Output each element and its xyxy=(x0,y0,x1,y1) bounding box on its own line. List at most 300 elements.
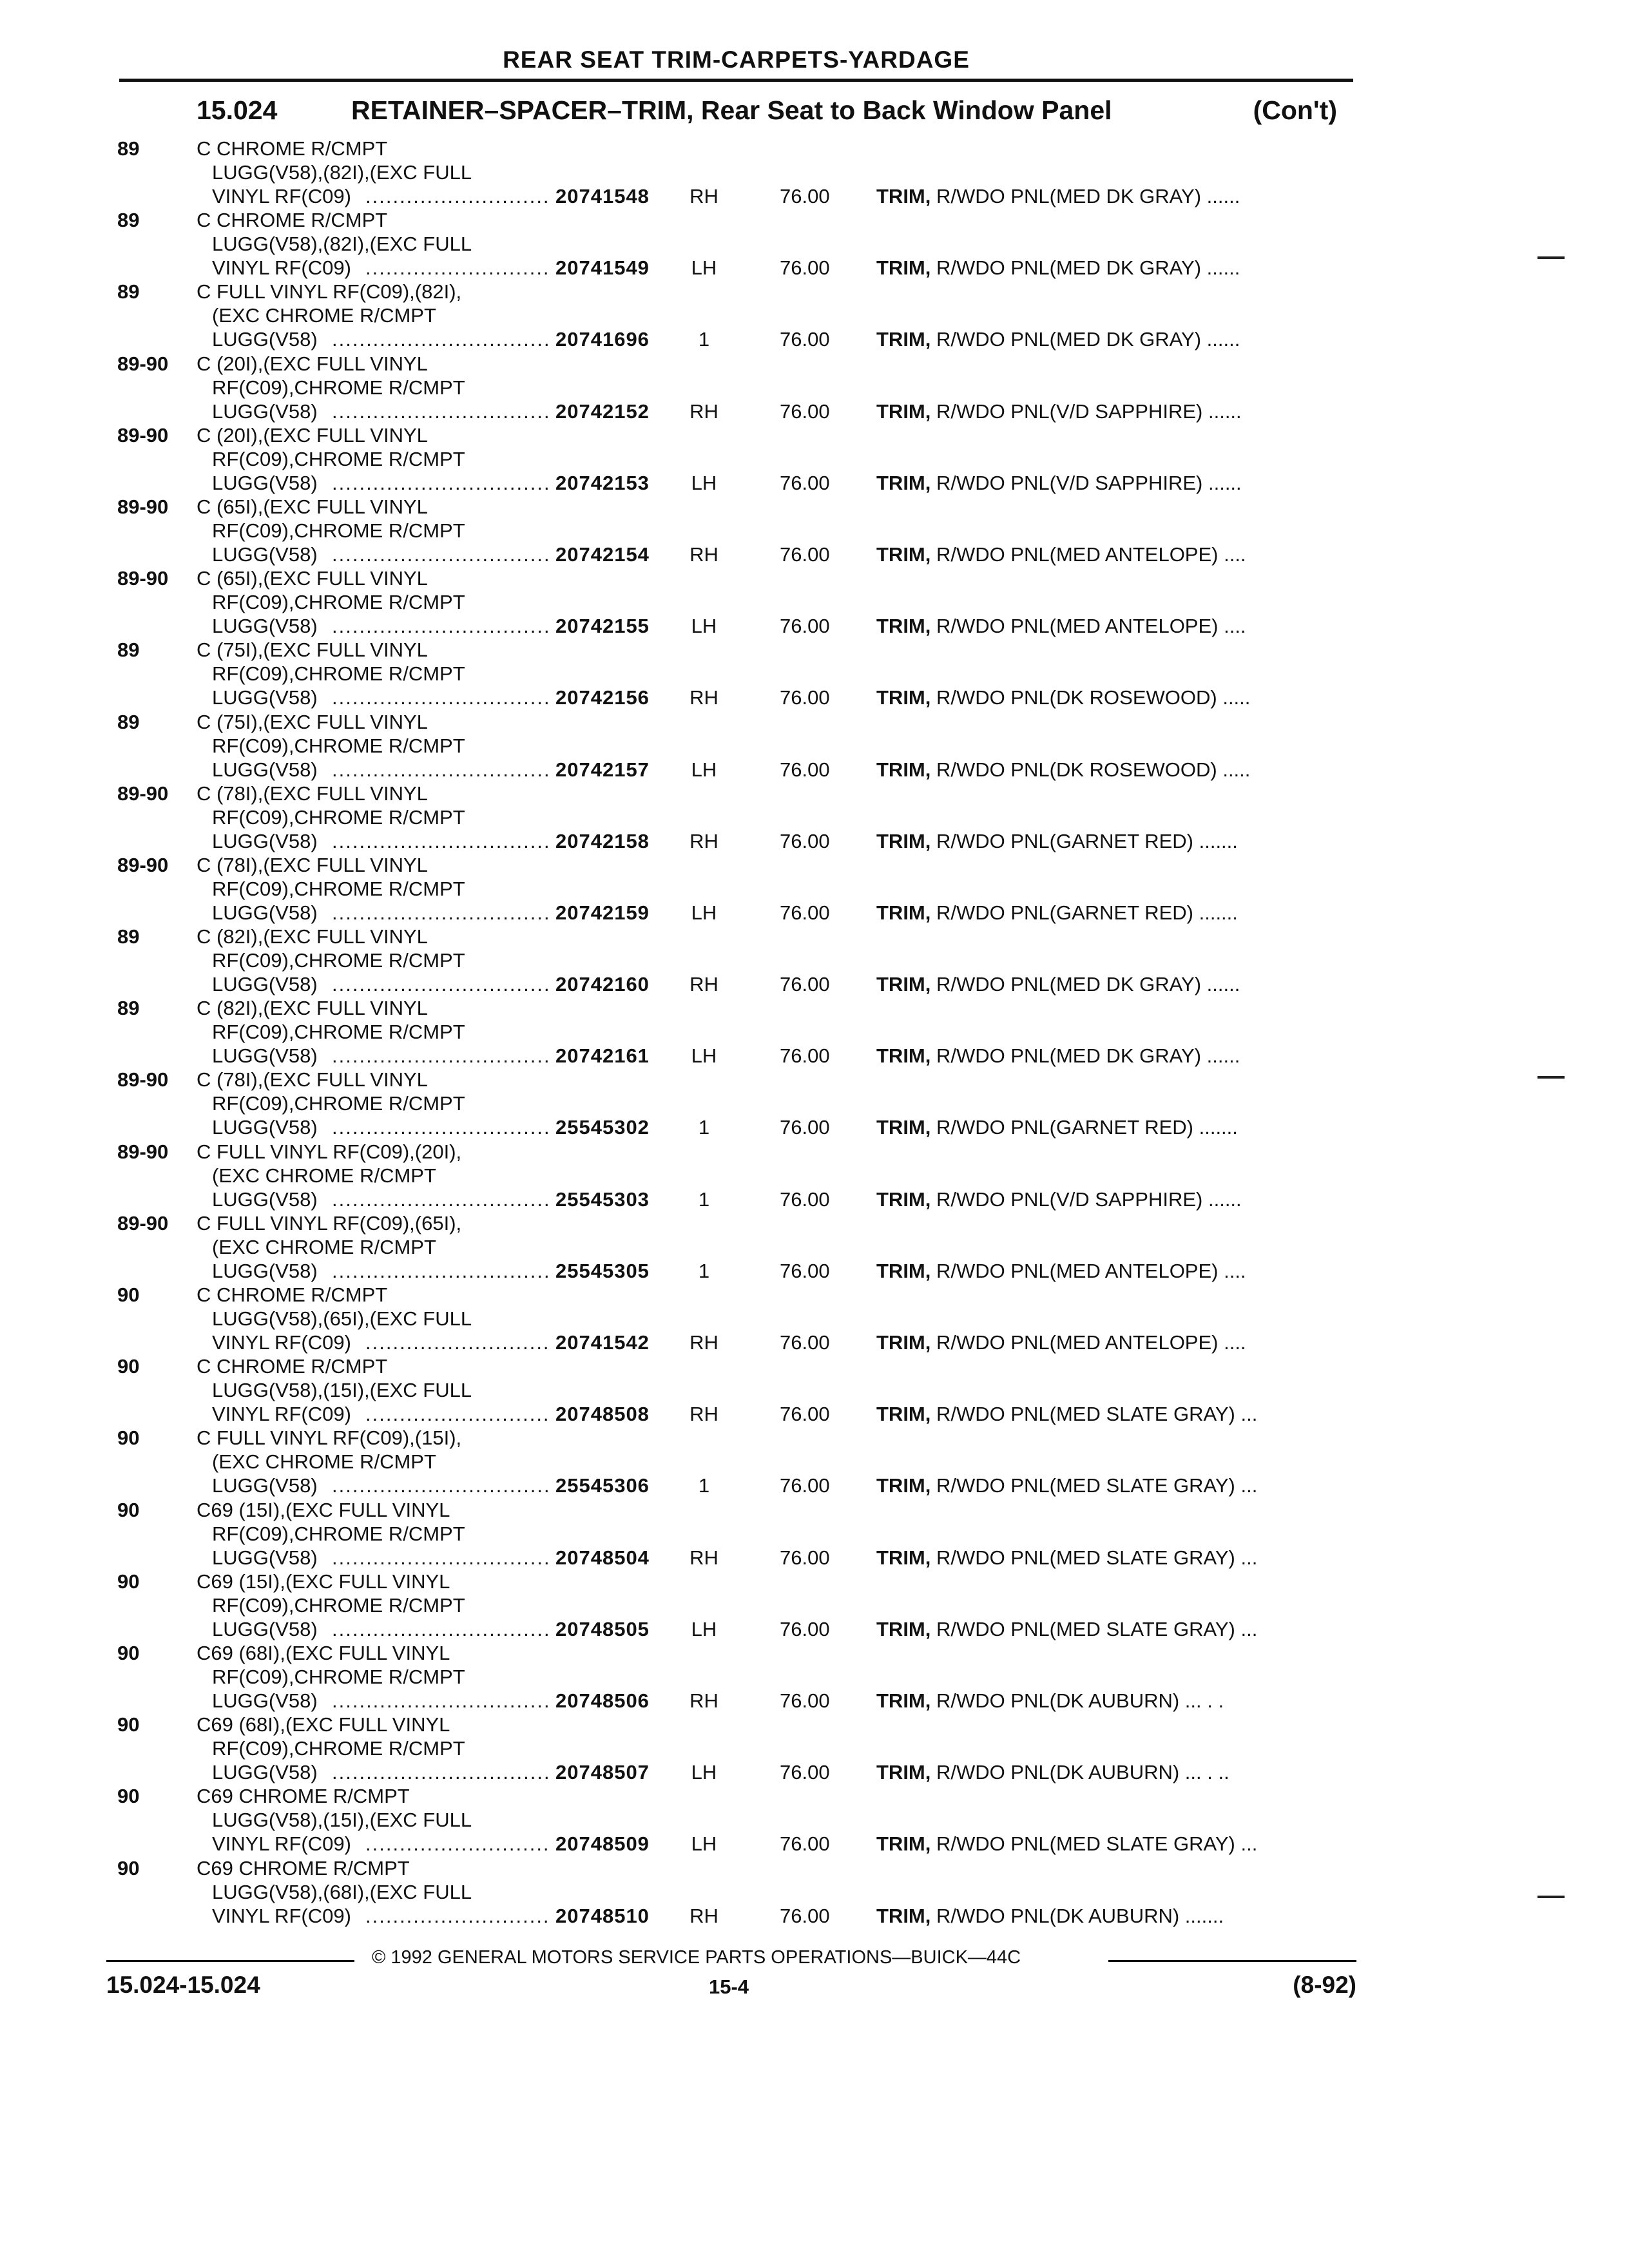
list-item xyxy=(0,1641,1629,1713)
description-line-1: C FULL VINYL RF(C09),(20I), xyxy=(197,1140,462,1163)
quantity-side: 1 xyxy=(698,1187,710,1211)
price: 76.00 xyxy=(780,1546,830,1569)
list-item xyxy=(0,280,1629,351)
model-year: 89 xyxy=(117,997,140,1020)
list-item xyxy=(0,1068,1629,1139)
list-item xyxy=(0,208,1629,280)
price: 76.00 xyxy=(780,1904,830,1927)
part-name xyxy=(876,184,1240,208)
description-line-2: (EXC CHROME R/CMPT xyxy=(212,1164,436,1187)
model-year: 90 xyxy=(117,1570,140,1593)
price: 76.00 xyxy=(780,471,830,494)
description-line-2: RF(C09),CHROME R/CMPT xyxy=(212,519,465,542)
part-name-prefix: TRIM, xyxy=(876,686,931,709)
part-number: 20741542 xyxy=(555,1331,650,1354)
model-year: 89-90 xyxy=(117,1140,169,1163)
list-item xyxy=(0,853,1629,925)
description-line-2: RF(C09),CHROME R/CMPT xyxy=(212,1021,465,1044)
quantity-side: 1 xyxy=(698,1259,710,1282)
margin-mark xyxy=(1537,1896,1565,1898)
part-name-prefix: TRIM, xyxy=(876,471,931,494)
description-line-3: VINYL RF(C09) xyxy=(212,256,351,280)
quantity-side: LH xyxy=(691,256,717,280)
description-line-1: C69 CHROME R/CMPT xyxy=(197,1856,410,1879)
description-line-1: C (75I),(EXC FULL VINYL xyxy=(197,639,428,662)
model-year: 90 xyxy=(117,1283,140,1306)
quantity-side: 1 xyxy=(698,328,710,351)
part-name xyxy=(876,614,1246,638)
price: 76.00 xyxy=(780,399,830,423)
part-number: 20748504 xyxy=(555,1546,650,1569)
description-line-1: C (78I),(EXC FULL VINYL xyxy=(197,853,428,876)
part-name-detail: R/WDO PNL(MED SLATE GRAY) ... xyxy=(930,1546,1258,1569)
part-name-detail: R/WDO PNL(GARNET RED) ....... xyxy=(930,829,1238,852)
description-line-1: C (65I),(EXC FULL VINYL xyxy=(197,567,428,590)
leader-dots: ................................ xyxy=(332,1187,551,1211)
part-name xyxy=(876,1187,1242,1211)
part-name-detail: R/WDO PNL(GARNET RED) ....... xyxy=(930,1116,1238,1139)
description-line-3: LUGG(V58) xyxy=(212,471,318,494)
parts-list xyxy=(0,137,1629,1928)
price: 76.00 xyxy=(780,973,830,996)
quantity-side: RH xyxy=(689,399,718,423)
description-line-1: C69 CHROME R/CMPT xyxy=(197,1785,410,1808)
description-line-2: RF(C09),CHROME R/CMPT xyxy=(212,877,465,900)
leader-dots: ................................ xyxy=(332,399,551,423)
part-name-prefix: TRIM, xyxy=(876,1761,931,1784)
description-line-3: VINYL RF(C09) xyxy=(212,1832,351,1856)
description-line-2: LUGG(V58),(68I),(EXC FULL xyxy=(212,1880,472,1903)
part-name-prefix: TRIM, xyxy=(876,1259,931,1282)
list-item xyxy=(0,1784,1629,1856)
price: 76.00 xyxy=(780,1044,830,1068)
description-line-3: LUGG(V58) xyxy=(212,1689,318,1712)
part-name xyxy=(876,256,1240,280)
quantity-side: LH xyxy=(691,1832,717,1856)
description-line-1: C CHROME R/CMPT xyxy=(197,209,388,232)
quantity-side: LH xyxy=(691,1761,717,1784)
part-name-prefix: TRIM, xyxy=(876,1689,931,1712)
part-name-detail: R/WDO PNL(MED DK GRAY) ...... xyxy=(930,1044,1240,1068)
description-line-1: C69 (15I),(EXC FULL VINYL xyxy=(197,1498,450,1521)
price: 76.00 xyxy=(780,1116,830,1139)
part-name xyxy=(876,327,1240,351)
list-item xyxy=(0,1140,1629,1211)
part-name xyxy=(876,1402,1257,1426)
model-year: 90 xyxy=(117,1641,140,1664)
description-line-3: LUGG(V58) xyxy=(212,1187,318,1211)
part-number: 20748505 xyxy=(555,1617,650,1640)
part-name xyxy=(876,1617,1257,1641)
description-line-3: VINYL RF(C09) xyxy=(212,185,351,207)
part-name-detail: R/WDO PNL(DK ROSEWOOD) ..... xyxy=(930,686,1251,709)
price: 76.00 xyxy=(780,1832,830,1856)
section-heading xyxy=(197,95,1356,130)
page-footer xyxy=(106,1946,1356,2017)
quantity-side: RH xyxy=(689,543,718,566)
part-name-prefix: TRIM, xyxy=(876,1546,931,1569)
part-number: 20748508 xyxy=(555,1403,650,1426)
part-number: 20742160 xyxy=(555,973,650,996)
list-item xyxy=(0,1498,1629,1570)
quantity-side: RH xyxy=(689,1403,718,1426)
part-name-detail: R/WDO PNL(MED SLATE GRAY) ... xyxy=(930,1403,1258,1426)
margin-mark xyxy=(1537,256,1565,259)
model-year: 89-90 xyxy=(117,352,169,375)
part-name-detail: R/WDO PNL(MED ANTELOPE) .... xyxy=(930,615,1246,638)
part-number: 20742161 xyxy=(555,1044,650,1068)
part-number: 25545306 xyxy=(555,1474,650,1497)
part-number: 25545303 xyxy=(555,1187,650,1211)
description-line-1: C CHROME R/CMPT xyxy=(197,137,388,160)
price: 76.00 xyxy=(780,1617,830,1640)
description-line-3: LUGG(V58) xyxy=(212,1474,318,1497)
part-name-prefix: TRIM, xyxy=(876,399,931,423)
leader-dots: ................................ xyxy=(332,1617,551,1640)
description-line-3: LUGG(V58) xyxy=(212,543,318,566)
description-line-1: C (78I),(EXC FULL VINYL xyxy=(197,782,428,805)
part-name xyxy=(876,1760,1229,1784)
quantity-side: LH xyxy=(691,758,717,781)
model-year: 90 xyxy=(117,1355,140,1378)
model-year: 89-90 xyxy=(117,495,169,518)
model-year: 90 xyxy=(117,1785,140,1808)
description-line-2: RF(C09),CHROME R/CMPT xyxy=(212,734,465,757)
description-line-1: C69 (68I),(EXC FULL VINYL xyxy=(197,1713,450,1736)
price: 76.00 xyxy=(780,1331,830,1354)
part-name-detail: R/WDO PNL(DK ROSEWOOD) ..... xyxy=(930,758,1251,781)
list-item xyxy=(0,1211,1629,1283)
description-line-3: VINYL RF(C09) xyxy=(212,1904,351,1927)
part-name-prefix: TRIM, xyxy=(876,1904,931,1927)
part-number: 20748507 xyxy=(555,1761,650,1784)
leader-dots: ........................... xyxy=(365,185,550,207)
part-name-prefix: TRIM, xyxy=(876,758,931,781)
part-name xyxy=(876,1832,1257,1856)
model-year: 89 xyxy=(117,925,140,948)
description-line-1: C (65I),(EXC FULL VINYL xyxy=(197,495,428,518)
description-line-2: RF(C09),CHROME R/CMPT xyxy=(212,805,465,829)
description-line-1: C (78I),(EXC FULL VINYL xyxy=(197,1068,428,1091)
description-line-3: LUGG(V58) xyxy=(212,829,318,852)
description-line-2: LUGG(V58),(15I),(EXC FULL xyxy=(212,1379,472,1402)
price: 76.00 xyxy=(780,1761,830,1784)
model-year: 90 xyxy=(117,1856,140,1879)
part-name-prefix: TRIM, xyxy=(876,829,931,852)
quantity-side: RH xyxy=(689,1689,718,1712)
part-name-prefix: TRIM, xyxy=(876,1474,931,1497)
part-number: 20742156 xyxy=(555,686,650,709)
description-line-3: LUGG(V58) xyxy=(212,758,318,781)
description-line-3: LUGG(V58) xyxy=(212,1761,318,1784)
part-name xyxy=(876,1689,1224,1713)
leader-dots: ................................ xyxy=(332,1259,551,1282)
description-line-2: RF(C09),CHROME R/CMPT xyxy=(212,1593,465,1617)
section-continued: (Con't) xyxy=(1253,95,1337,125)
leader-dots: ................................ xyxy=(332,543,551,566)
list-item xyxy=(0,137,1629,208)
part-name-prefix: TRIM, xyxy=(876,1187,931,1211)
part-name-detail: R/WDO PNL(V/D SAPPHIRE) ...... xyxy=(930,1187,1242,1211)
quantity-side: LH xyxy=(691,471,717,494)
list-item xyxy=(0,566,1629,638)
leader-dots: ................................ xyxy=(332,328,551,351)
price: 76.00 xyxy=(780,829,830,852)
price: 76.00 xyxy=(780,686,830,709)
leader-dots: ................................ xyxy=(332,1761,551,1784)
leader-dots: ................................ xyxy=(332,1546,551,1569)
part-name-detail: R/WDO PNL(MED ANTELOPE) .... xyxy=(930,1331,1246,1354)
leader-dots: ................................ xyxy=(332,471,551,494)
description-line-3: LUGG(V58) xyxy=(212,1044,318,1068)
quantity-side: LH xyxy=(691,901,717,924)
part-name xyxy=(876,399,1242,423)
list-item xyxy=(0,1856,1629,1928)
description-line-2: RF(C09),CHROME R/CMPT xyxy=(212,1665,465,1688)
part-number: 20741696 xyxy=(555,328,650,351)
leader-dots: ........................... xyxy=(365,256,550,280)
part-name-prefix: TRIM, xyxy=(876,328,931,351)
description-line-1: C FULL VINYL RF(C09),(65I), xyxy=(197,1211,462,1235)
part-name xyxy=(876,686,1250,709)
description-line-2: LUGG(V58),(65I),(EXC FULL xyxy=(212,1307,472,1330)
description-line-2: RF(C09),CHROME R/CMPT xyxy=(212,447,465,470)
part-name xyxy=(876,901,1238,925)
part-name-prefix: TRIM, xyxy=(876,543,931,566)
leader-dots: ................................ xyxy=(332,1044,551,1068)
list-item xyxy=(0,996,1629,1068)
description-line-3: LUGG(V58) xyxy=(212,901,318,924)
list-item xyxy=(0,1283,1629,1354)
model-year: 89 xyxy=(117,137,140,160)
part-name-prefix: TRIM, xyxy=(876,1403,931,1426)
model-year: 89 xyxy=(117,710,140,733)
footer-rule-left xyxy=(106,1960,354,1962)
leader-dots: ........................... xyxy=(365,1832,550,1856)
list-item xyxy=(0,710,1629,782)
model-year: 89-90 xyxy=(117,1068,169,1091)
quantity-side: RH xyxy=(689,973,718,996)
part-number: 20741549 xyxy=(555,256,650,280)
part-name-detail: R/WDO PNL(DK AUBURN) ....... xyxy=(930,1904,1224,1927)
price: 76.00 xyxy=(780,1259,830,1282)
leader-dots: ................................ xyxy=(332,758,551,781)
part-name xyxy=(876,1331,1246,1354)
list-item xyxy=(0,1713,1629,1784)
price: 76.00 xyxy=(780,543,830,566)
part-name-prefix: TRIM, xyxy=(876,1044,931,1068)
part-name-prefix: TRIM, xyxy=(876,1832,931,1856)
description-line-2: RF(C09),CHROME R/CMPT xyxy=(212,1737,465,1760)
description-line-3: LUGG(V58) xyxy=(212,1116,318,1139)
part-name-prefix: TRIM, xyxy=(876,615,931,638)
price: 76.00 xyxy=(780,185,830,207)
part-number: 20742158 xyxy=(555,829,650,852)
part-name xyxy=(876,1546,1257,1570)
part-name-detail: R/WDO PNL(MED DK GRAY) ...... xyxy=(930,256,1240,280)
model-year: 89-90 xyxy=(117,1211,169,1235)
part-name-detail: R/WDO PNL(GARNET RED) ....... xyxy=(930,901,1238,924)
price: 76.00 xyxy=(780,256,830,280)
part-name xyxy=(876,758,1250,782)
part-number: 20742157 xyxy=(555,758,650,781)
price: 76.00 xyxy=(780,615,830,638)
footer-date: (8-92) xyxy=(1293,1972,1356,1998)
part-number: 20742159 xyxy=(555,901,650,924)
description-line-2: RF(C09),CHROME R/CMPT xyxy=(212,1522,465,1545)
quantity-side: RH xyxy=(689,686,718,709)
part-name-detail: R/WDO PNL(MED SLATE GRAY) ... xyxy=(930,1832,1258,1856)
part-name-prefix: TRIM, xyxy=(876,256,931,280)
leader-dots: ................................ xyxy=(332,1116,551,1139)
margin-mark xyxy=(1537,1076,1565,1079)
quantity-side: RH xyxy=(689,1331,718,1354)
quantity-side: 1 xyxy=(698,1474,710,1497)
part-name xyxy=(876,1044,1240,1068)
quantity-side: RH xyxy=(689,1546,718,1569)
part-name-prefix: TRIM, xyxy=(876,1617,931,1640)
description-line-3: LUGG(V58) xyxy=(212,1617,318,1640)
model-year: 89-90 xyxy=(117,853,169,876)
part-number: 20741548 xyxy=(555,185,650,207)
price: 76.00 xyxy=(780,1689,830,1712)
footer-copyright: © 1992 GENERAL MOTORS SERVICE PARTS OPERATIONS—BUICK—44C xyxy=(372,1947,1021,1968)
leader-dots: ................................ xyxy=(332,829,551,852)
part-name xyxy=(876,1115,1238,1139)
part-number: 20742155 xyxy=(555,615,650,638)
description-line-1: C CHROME R/CMPT xyxy=(197,1283,388,1306)
list-item xyxy=(0,423,1629,495)
quantity-side: LH xyxy=(691,615,717,638)
model-year: 90 xyxy=(117,1713,140,1736)
description-line-1: C FULL VINYL RF(C09),(82I), xyxy=(197,280,462,303)
quantity-side: RH xyxy=(689,185,718,207)
description-line-2: LUGG(V58),(15I),(EXC FULL xyxy=(212,1809,472,1832)
description-line-2: (EXC CHROME R/CMPT xyxy=(212,304,436,327)
list-item xyxy=(0,925,1629,996)
description-line-2: LUGG(V58),(82I),(EXC FULL xyxy=(212,161,472,184)
description-line-1: C69 (68I),(EXC FULL VINYL xyxy=(197,1641,450,1664)
part-number: 20742152 xyxy=(555,399,650,423)
description-line-3: LUGG(V58) xyxy=(212,1259,318,1282)
description-line-1: C (82I),(EXC FULL VINYL xyxy=(197,925,428,948)
part-name xyxy=(876,471,1242,495)
part-name-detail: R/WDO PNL(DK AUBURN) ... . . xyxy=(930,1689,1224,1712)
part-name xyxy=(876,829,1238,853)
description-line-3: LUGG(V58) xyxy=(212,1546,318,1569)
description-line-2: (EXC CHROME R/CMPT xyxy=(212,1235,436,1258)
part-name-prefix: TRIM, xyxy=(876,1331,931,1354)
part-number: 20748509 xyxy=(555,1832,650,1856)
section-number: 15.024 xyxy=(197,95,278,125)
leader-dots: ................................ xyxy=(332,1474,551,1497)
description-line-2: RF(C09),CHROME R/CMPT xyxy=(212,376,465,399)
description-line-3: LUGG(V58) xyxy=(212,973,318,996)
leader-dots: ................................ xyxy=(332,1689,551,1712)
part-name-detail: R/WDO PNL(V/D SAPPHIRE) ...... xyxy=(930,399,1242,423)
quantity-side: RH xyxy=(689,1904,718,1927)
model-year: 89 xyxy=(117,280,140,303)
description-line-2: RF(C09),CHROME R/CMPT xyxy=(212,591,465,614)
price: 76.00 xyxy=(780,1187,830,1211)
leader-dots: ................................ xyxy=(332,901,551,924)
description-line-3: LUGG(V58) xyxy=(212,399,318,423)
part-name xyxy=(876,1259,1246,1283)
model-year: 89-90 xyxy=(117,782,169,805)
part-name xyxy=(876,543,1246,566)
footer-rule-right xyxy=(1108,1960,1356,1962)
part-name xyxy=(876,1904,1224,1928)
description-line-1: C (75I),(EXC FULL VINYL xyxy=(197,710,428,733)
quantity-side: LH xyxy=(691,1617,717,1640)
leader-dots: ................................ xyxy=(332,686,551,709)
part-name-prefix: TRIM, xyxy=(876,1116,931,1139)
list-item xyxy=(0,1570,1629,1641)
page-title: REAR SEAT TRIM-CARPETS-YARDAGE xyxy=(503,46,970,73)
list-item xyxy=(0,1354,1629,1426)
part-name-detail: R/WDO PNL(MED DK GRAY) ...... xyxy=(930,185,1240,207)
part-name-detail: R/WDO PNL(V/D SAPPHIRE) ...... xyxy=(930,471,1242,494)
part-name-detail: R/WDO PNL(MED DK GRAY) ...... xyxy=(930,328,1240,351)
description-line-3: VINYL RF(C09) xyxy=(212,1331,351,1354)
leader-dots: ........................... xyxy=(365,1904,550,1927)
footer-page-number: 15-4 xyxy=(709,1975,749,1998)
price: 76.00 xyxy=(780,1403,830,1426)
model-year: 89 xyxy=(117,209,140,232)
leader-dots: ........................... xyxy=(365,1403,550,1426)
page-header xyxy=(119,46,1353,85)
model-year: 90 xyxy=(117,1427,140,1450)
part-name-prefix: TRIM, xyxy=(876,973,931,996)
description-line-3: LUGG(V58) xyxy=(212,328,318,351)
description-line-3: LUGG(V58) xyxy=(212,615,318,638)
description-line-2: (EXC CHROME R/CMPT xyxy=(212,1450,436,1474)
part-name-detail: R/WDO PNL(MED SLATE GRAY) ... xyxy=(930,1617,1258,1640)
quantity-side: RH xyxy=(689,829,718,852)
part-name-prefix: TRIM, xyxy=(876,185,931,207)
part-number: 20742154 xyxy=(555,543,650,566)
description-line-1: C69 (15I),(EXC FULL VINYL xyxy=(197,1570,450,1593)
leader-dots: ................................ xyxy=(332,615,551,638)
part-name-detail: R/WDO PNL(MED ANTELOPE) .... xyxy=(930,543,1246,566)
list-item xyxy=(0,1426,1629,1497)
model-year: 89 xyxy=(117,639,140,662)
price: 76.00 xyxy=(780,1474,830,1497)
model-year: 90 xyxy=(117,1498,140,1521)
list-item xyxy=(0,495,1629,566)
model-year: 89-90 xyxy=(117,423,169,447)
part-name xyxy=(876,1474,1257,1497)
description-line-3: VINYL RF(C09) xyxy=(212,1403,351,1426)
description-line-1: C CHROME R/CMPT xyxy=(197,1355,388,1378)
description-line-2: RF(C09),CHROME R/CMPT xyxy=(212,1092,465,1115)
description-line-2: LUGG(V58),(82I),(EXC FULL xyxy=(212,233,472,256)
model-year: 89-90 xyxy=(117,567,169,590)
part-number: 25545302 xyxy=(555,1116,650,1139)
part-name-prefix: TRIM, xyxy=(876,901,931,924)
list-item xyxy=(0,638,1629,709)
part-number: 20742153 xyxy=(555,471,650,494)
leader-dots: ........................... xyxy=(365,1331,550,1354)
part-number: 20748510 xyxy=(555,1904,650,1927)
price: 76.00 xyxy=(780,328,830,351)
footer-section-range: 15.024-15.024 xyxy=(106,1972,260,1998)
part-name-detail: R/WDO PNL(MED SLATE GRAY) ... xyxy=(930,1474,1258,1497)
part-name-detail: R/WDO PNL(MED DK GRAY) ...... xyxy=(930,973,1240,996)
description-line-1: C (82I),(EXC FULL VINYL xyxy=(197,997,428,1020)
part-number: 20748506 xyxy=(555,1689,650,1712)
part-name-detail: R/WDO PNL(DK AUBURN) ... . .. xyxy=(930,1761,1229,1784)
